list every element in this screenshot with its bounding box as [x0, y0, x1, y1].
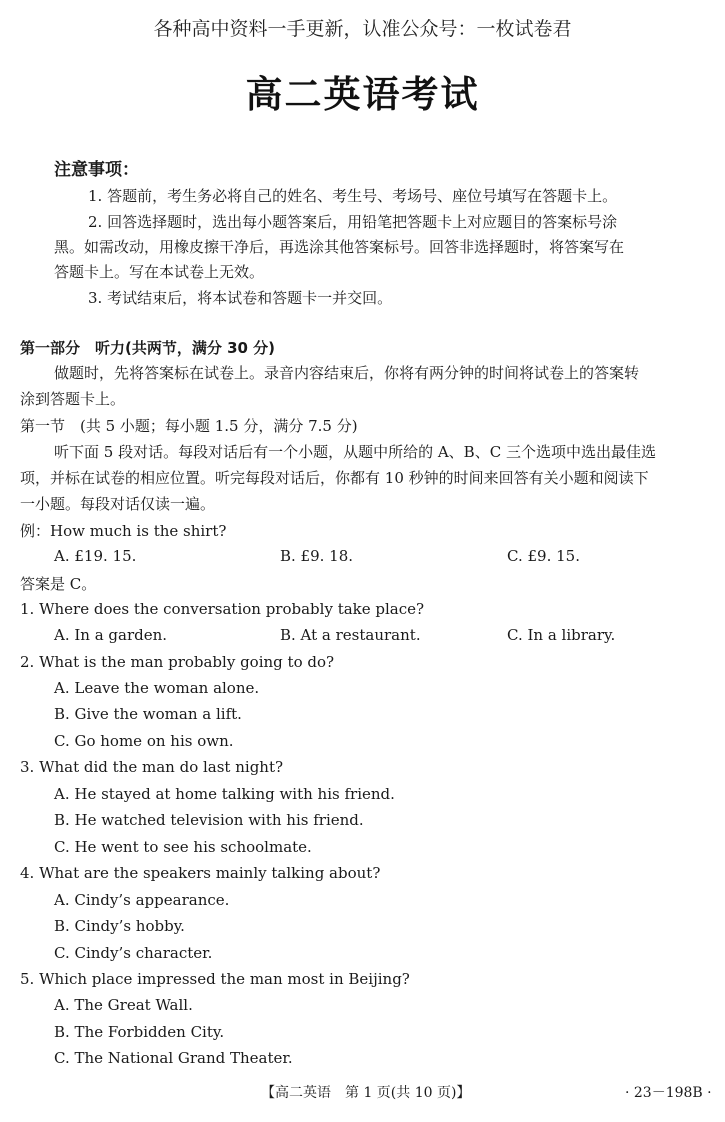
page-footer: 【高二英语 第 1 页(共 10 页)】	[261, 1085, 471, 1101]
notice-line: 2. 回答选择题时，选出每小题答案后，用铅笔把答题卡上对应题目的答案标号涂	[88, 213, 618, 231]
q4-option-a: A. Cindy’s appearance.	[54, 891, 230, 909]
q5-option-a: A. The Great Wall.	[54, 996, 193, 1014]
example-option-c: C. £9. 15.	[507, 547, 580, 565]
q4-option-c: C. Cindy’s character.	[54, 944, 213, 962]
notice-line: 3. 考试结束后，将本试卷和答题卡一并交回。	[88, 289, 393, 307]
part1-intro-line: 涂到答题卡上。	[20, 390, 126, 408]
q3-option-b: B. He watched television with his friend.	[54, 811, 364, 829]
question-3: 3. What did the man do last night?	[20, 758, 284, 776]
example-question: 例：How much is the shirt?	[20, 522, 227, 540]
q2-option-a: A. Leave the woman alone.	[54, 679, 260, 697]
section1-intro-line: 一小题。每段对话仅读一遍。	[20, 495, 216, 513]
question-1: 1. Where does the conversation probably take place?	[20, 600, 425, 618]
example-option-a: A. £19. 15.	[54, 547, 137, 565]
notice-line: 答题卡上。写在本试卷上无效。	[54, 263, 265, 281]
part1-intro-line: 做题时，先将答案标在试卷上。录音内容结束后，你将有两分钟的时间将试卷上的答案转	[54, 364, 640, 382]
section1-intro-line: 项，并标在试卷的相应位置。听完每段对话后，你都有 10 秒钟的时间来回答有关小题和阅读下	[20, 469, 649, 487]
q2-option-c: C. Go home on his own.	[54, 732, 234, 750]
notice-heading: 注意事项：	[54, 160, 139, 180]
q1-option-b: B. At a restaurant.	[280, 626, 421, 644]
notice-line: 1. 答题前，考生务必将自己的姓名、考生号、考场号、座位号填写在答题卡上。	[88, 187, 618, 205]
example-answer: 答案是 C。	[20, 575, 97, 593]
q5-option-c: C. The National Grand Theater.	[54, 1049, 293, 1067]
question-2: 2. What is the man probably going to do?	[20, 653, 335, 671]
part1-heading: 第一部分 听力(共两节，满分 30 分)	[20, 339, 276, 357]
q3-option-c: C. He went to see his schoolmate.	[54, 838, 312, 856]
question-4: 4. What are the speakers mainly talking about?	[20, 864, 381, 882]
q3-option-a: A. He stayed at home talking with his friend.	[54, 785, 395, 803]
example-option-b: B. £9. 18.	[280, 547, 354, 565]
paper-code: · 23－198B ·	[625, 1085, 712, 1101]
q5-option-b: B. The Forbidden City.	[54, 1023, 225, 1041]
section1-heading: 第一节 (共 5 小题；每小题 1.5 分，满分 7.5 分)	[20, 417, 358, 435]
q4-option-b: B. Cindy’s hobby.	[54, 917, 185, 935]
notice-line: 黑。如需改动，用橡皮擦干净后，再选涂其他答案标号。回答非选择题时，将答案写在	[54, 238, 625, 256]
header-banner: 各种高中资料一手更新，认准公众号：一枚试卷君	[153, 18, 572, 40]
section1-intro-line: 听下面 5 段对话。每段对话后有一个小题，从题中所给的 A、B、C 三个选项中选出最佳选	[54, 443, 656, 461]
q1-option-c: C. In a library.	[507, 626, 616, 644]
page-title: 高二英语考试	[245, 73, 480, 116]
q1-option-a: A. In a garden.	[54, 626, 168, 644]
q2-option-b: B. Give the woman a lift.	[54, 705, 242, 723]
question-5: 5. Which place impressed the man most in Beijing?	[20, 970, 410, 988]
